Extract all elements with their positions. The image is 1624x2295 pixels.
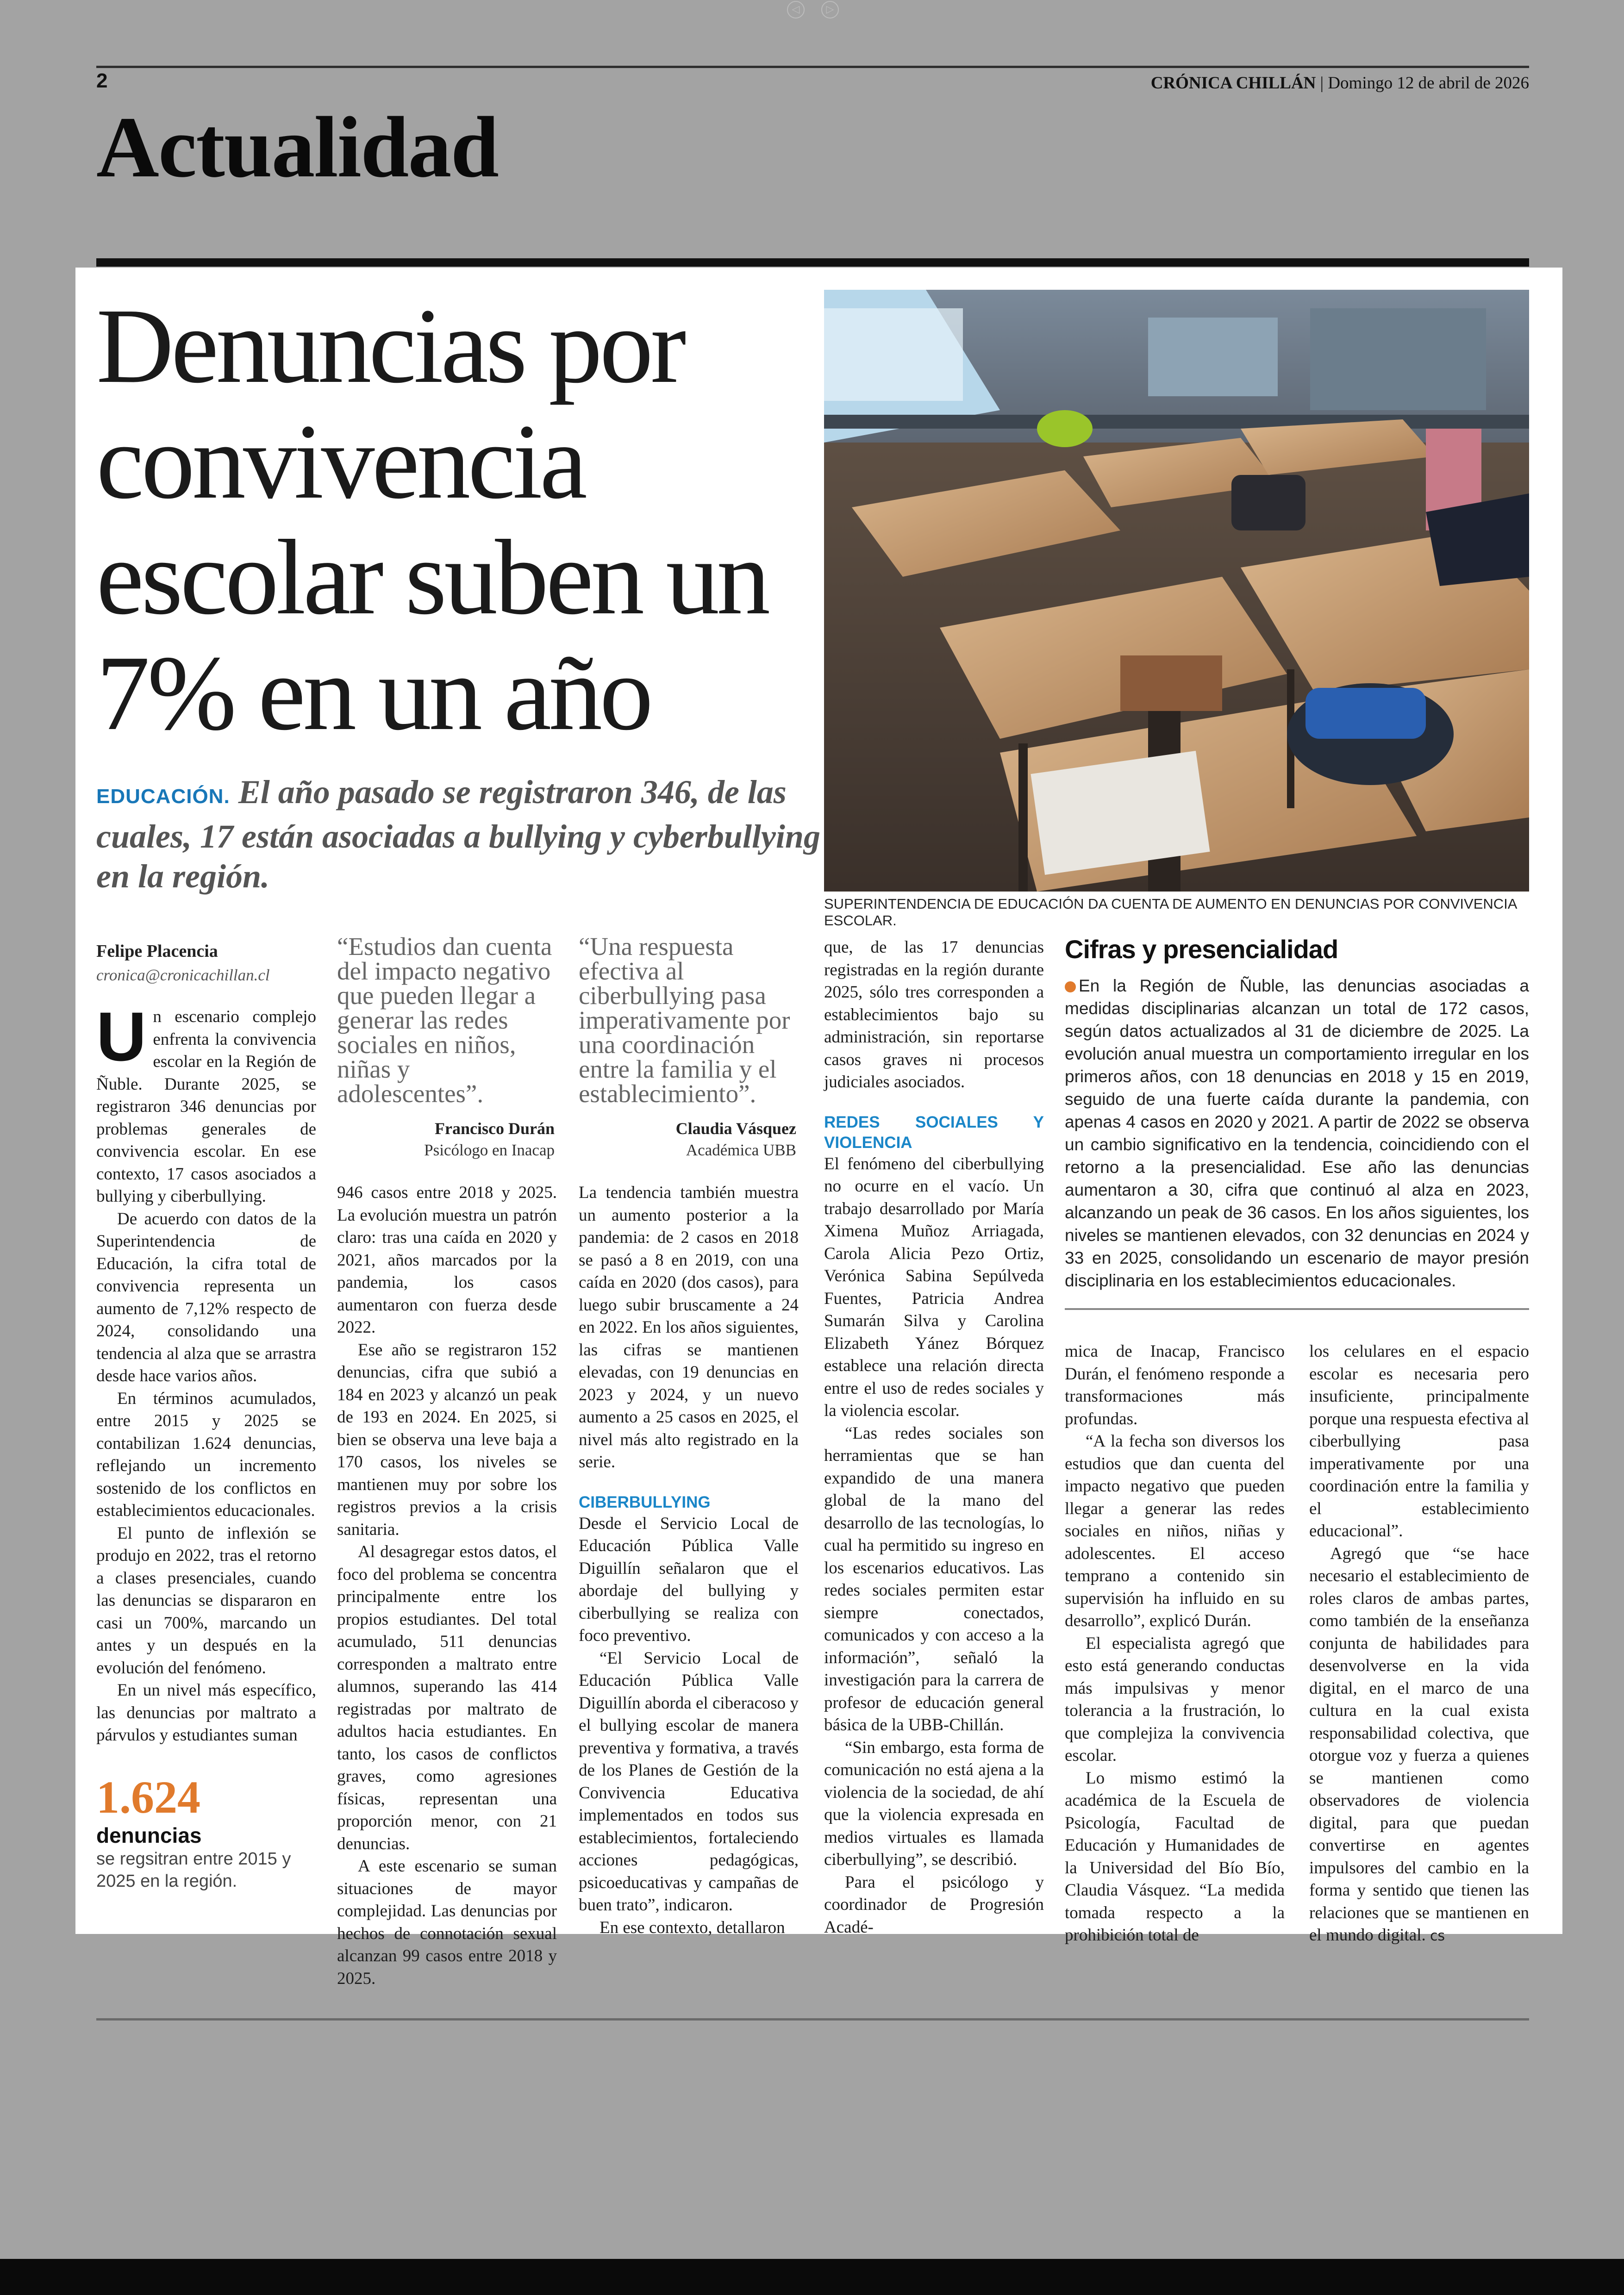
stat-box xyxy=(96,1772,319,1892)
paragraph: Para el psicólogo y coordinador de Progresión Acadé- xyxy=(824,1872,1044,1937)
drop-cap: U xyxy=(96,998,147,1075)
paragraph: En un nivel más específico, las denuncias por maltrato a párvulos y estudiantes suman xyxy=(96,1681,316,1745)
publication-name: CRÓNICA CHILLÁN xyxy=(1150,74,1316,93)
photo-caption: SUPERINTENDENCIA DE EDUCACIÓN DA CUENTA DE AUMENTO EN DENUNCIAS POR CONVIVENCIA ESCOLAR. xyxy=(824,896,1517,929)
next-page-icon[interactable]: ▷ xyxy=(821,1,839,19)
header-separator: | xyxy=(1320,74,1324,93)
paragraph: El especialista agregó que esto está generando conductas más impulsivas y menor tolerancia a la frustración, lo que complejiza la convivencia escolar. xyxy=(1065,1634,1285,1765)
author-name: Felipe Placencia xyxy=(96,942,218,961)
publication-date: Domingo 12 de abril de 2026 xyxy=(1328,74,1529,93)
previous-page-icon[interactable]: ◁ xyxy=(787,1,805,19)
paragraph: mica de Inacap, Francisco Durán, el fenómeno responde a transformaciones más profundas. xyxy=(1065,1342,1285,1428)
classroom-photo xyxy=(824,290,1529,892)
pull-quote-duran xyxy=(337,934,555,1160)
paragraph: n escenario complejo enfrenta la convivencia escolar en la Región de Ñuble. Durante 2025, se registraron 346 denuncias por problemas generales de convivencia escolar. En ese contexto, 17 casos asociados a bullying y ciberbullying. xyxy=(96,1007,316,1206)
paragraph: La tendencia también muestra un aumento posterior a la pandemia: de 2 casos en 2018 se pasó a 8 en 2019, con una caída en 2020 (dos casos), para luego subir bruscamente a 24 en 2022. En los años siguientes, las cifras se mantienen elevadas, con 19 denuncias en 2023 y 2024, y un nuevo aumento a 25 casos en 2025, el nivel más alto registrado en la serie. xyxy=(579,1183,799,1472)
quote-author: Francisco Durán xyxy=(435,1119,555,1138)
quote-text: “Estudios dan cuenta del impacto negativo que pueden llegar a generar las redes sociales en niños, niñas y adolescentes”. xyxy=(337,932,552,1108)
quote-text: “Una respuesta efectiva al ciberbullying pasa imperativamente por una coordinación entre la familia y el establecimiento”. xyxy=(579,932,790,1108)
page-number: 2 xyxy=(96,69,108,92)
paragraph: A este escenario se suman situaciones de mayor complejidad. Las denuncias por hechos de connotación sexual alcanzan 99 casos entre 2018 y 2025. xyxy=(337,1857,557,1988)
paragraph: “El Servicio Local de Educación Pública Valle Diguillín aborda el ciberacoso y el bullying escolar de manera preventiva y formativa, a través de los Planes de Gestión de la Convivencia Educativa implementados en todos sus establecimientos, fortaleciendo acciones pedagógicas, psicoeducativas y campañas de buen trato”, indicaron. xyxy=(579,1648,799,1915)
headline: Denuncias por convivencia escolar suben un 7% en un año xyxy=(96,287,768,753)
viewer-bottom-bar xyxy=(0,2259,1624,2295)
paragraph: que, de las 17 denuncias registradas en la región durante 2025, sólo tres corresponden a establecimientos bajo su administración, sin reportarse casos graves ni procesos judiciales asociados. xyxy=(824,938,1044,1091)
paragraph: En ese contexto, detallaron xyxy=(600,1918,785,1937)
sidebar-text-block xyxy=(1065,974,1529,1292)
quote-author-role: Académica UBB xyxy=(686,1141,796,1159)
quote-author: Claudia Vásquez xyxy=(675,1119,796,1138)
footer-rule xyxy=(96,2018,1529,2021)
section-title: Actualidad xyxy=(96,99,498,195)
section-divider xyxy=(96,258,1529,267)
article-column-2 xyxy=(337,1182,557,1990)
kicker: EDUCACIÓN. xyxy=(96,785,230,808)
sidebar-box xyxy=(1065,934,1529,1292)
deck-text: El año pasado se registraron 346, de las cuales, 17 están asociadas a bullying y cyberbullying en la región. xyxy=(96,773,820,895)
paragraph: “A la fecha son diversos los estudios que dan cuenta del impacto negativo que pueden llegar a generar las redes sociales en niños, niñas y adolescentes. El acceso temprano a contenido sin supervisión ha influido en su desarrollo”, explicó Durán. xyxy=(1065,1432,1285,1630)
bullet-icon xyxy=(1065,981,1076,992)
paragraph: “Sin embargo, esta forma de comunicación no está ajena a la violencia de la sociedad, de ahí que la violencia expresada en medios virtuales es llamada ciberbullying”, se describió. xyxy=(824,1738,1044,1869)
sidebar-title: Cifras y presencialidad xyxy=(1065,935,1338,964)
article-column-1 xyxy=(96,998,316,1747)
paragraph: De acuerdo con datos de la Superintendencia de Educación, la cifra total de convivencia representa un aumento de 7,12% respecto de 2024, consolidando una tendencia al alza que se arrastra desde hace varios años. xyxy=(96,1209,316,1385)
paragraph: Agregó que “se hace necesario el establecimiento de roles claros de ambas partes, como también de la enseñanza conjunta de habilidades para desenvolverse en la vida digital, en el marco de una cultura en la cual exista responsabilidad colectiva, que otorgue voz y fuerza a quienes se mantienen como observadores de violencia digital, para que puedan convertirse en agentes impulsores del cambio en la forma y sentido que tienen las relaciones que se mantienen en el mundo digital. xyxy=(1309,1544,1529,1945)
stat-label: denuncias xyxy=(96,1823,202,1847)
viewer-top-controls xyxy=(0,0,1624,19)
article-column-6 xyxy=(1309,1341,1529,1948)
paragraph: 946 casos entre 2018 y 2025. La evolución muestra un patrón claro: tras una caída en 2020 y 2021, años marcados por la pandemia, los casos aumentaron con fuerza desde 2022. xyxy=(337,1183,557,1337)
paragraph: Ese año se registraron 152 denuncias, cifra que subió a 184 en 2023 y alcanzó un peak de 193 en 2024. En 2025, si bien se observa una leve baja a 170 casos, los niveles se mantienen muy por sobre los registros previos a la crisis sanitaria. xyxy=(337,1340,557,1539)
paragraph: Al desagregar estos datos, el foco del problema se concentra principalmente entre los propios estudiantes. Del total acumulado, 511 denuncias corresponden a maltrato entre alumnos, superando las 414 registradas por maltrato de adultos hacia estudiantes. En tanto, los casos de conflictos graves, como agresiones físicas, representan una proporción menor, con 21 denuncias. xyxy=(337,1542,557,1853)
paragraph: Lo mismo estimó la académica de la Escuela de Psicología, Facultad de Educación y Humanidades de la Universidad del Bío Bío, Claudia Vásquez. “La medida tomada respecto a la prohibición total de xyxy=(1065,1768,1285,1945)
sidebar-divider xyxy=(1065,1308,1529,1310)
subhead-redes-sociales: REDES SOCIALES Y VIOLENCIA xyxy=(824,1113,1044,1152)
quote-author-role: Psicólogo en Inacap xyxy=(424,1141,555,1159)
deck xyxy=(96,772,846,896)
paragraph: En términos acumulados, entre 2015 y 2025 se contabilizan 1.624 denuncias, reflejando un incremento sostenido de los conflictos en establecimientos educacionales. xyxy=(96,1389,316,1520)
header-rule xyxy=(96,66,1529,68)
header-info xyxy=(1151,73,1529,93)
article-column-4 xyxy=(824,936,1044,1939)
article-panel xyxy=(75,268,1562,1988)
end-mark-icon: cs xyxy=(1430,1928,1445,1944)
article-column-5 xyxy=(1065,1341,1285,1947)
paragraph: El punto de inflexión se produjo en 2022, tras el retorno a clases presenciales, cuando las denuncias se dispararon en casi un 700%, marcando un antes y un después en la evolución del fenómeno. xyxy=(96,1523,316,1678)
paragraph: “Las redes sociales son herramientas que se han expandido de una manera global de la mano del desarrollo de las tecnologías, lo cual ha permitido su ingreso en los escenarios educativos. Las redes sociales permiten estar siempre conectados, comunicados y con acceso a la información”, señaló la investigación para la carrera de profesor de educación general básica de la UBB-Chillán. xyxy=(824,1423,1044,1734)
subhead-ciberbullying: CIBERBULLYING xyxy=(579,1493,711,1511)
article-column-3 xyxy=(579,1182,799,1939)
paragraph: El fenómeno del ciberbullying no ocurre en el vacío. Un trabajo desarrollado por María Ximena Muñoz Arriagada, Carola Alicia Pezo Ortiz, Verónica Sabina Sepúlveda Fuentes, Patricia Andrea Sumarán Silva y Carolina Elizabeth Yánez Bórquez establece una relación directa entre el uso de redes sociales y la violencia escolar. xyxy=(824,1154,1044,1420)
paragraph: los celulares en el espacio escolar es necesaria pero insuficiente, principalmente porque una respuesta efectiva al ciberbullying pasa imperativamente por una coordinación entre la familia y el establecimiento educacional”. xyxy=(1309,1342,1529,1540)
sidebar-text: En la Región de Ñuble, las denuncias asociadas a medidas disciplinarias alcanzan un total de 172 casos, según datos actualizados al 31 de diciembre de 2025. La evolución anual muestra un comportamiento irregular en los primeros años, con 18 denuncias en 2018 y 15 en 2019, seguido de una fuerte caída durante la pandemia, con apenas 4 casos en 2020 y 2021. A partir de 2022 se observa un cambio significativo en la tendencia, coincidiendo con el retorno a la presencialidad. Ese año las denuncias aumentaron a 30, cifra que continuó al alza en 2023, alcanzando un peak de 36 casos. En los años siguientes, los niveles se mantienen elevados, con 32 denuncias en 2024 y 33 en 2025, consolidando un escenario de mayor presión disciplinaria en los establecimientos educacionales. xyxy=(1065,976,1529,1290)
paragraph: Desde el Servicio Local de Educación Pública Valle Diguillín señalaron que el abordaje del bullying y ciberbullying se realiza con foco preventivo. xyxy=(579,1514,799,1645)
stat-description: se regsitran entre 2015 y 2025 en la región. xyxy=(96,1849,291,1891)
byline xyxy=(96,941,314,985)
pull-quote-vasquez xyxy=(579,934,796,1160)
author-email[interactable]: cronica@cronicachillan.cl xyxy=(96,966,270,984)
stat-number: 1.624 xyxy=(96,1771,200,1823)
